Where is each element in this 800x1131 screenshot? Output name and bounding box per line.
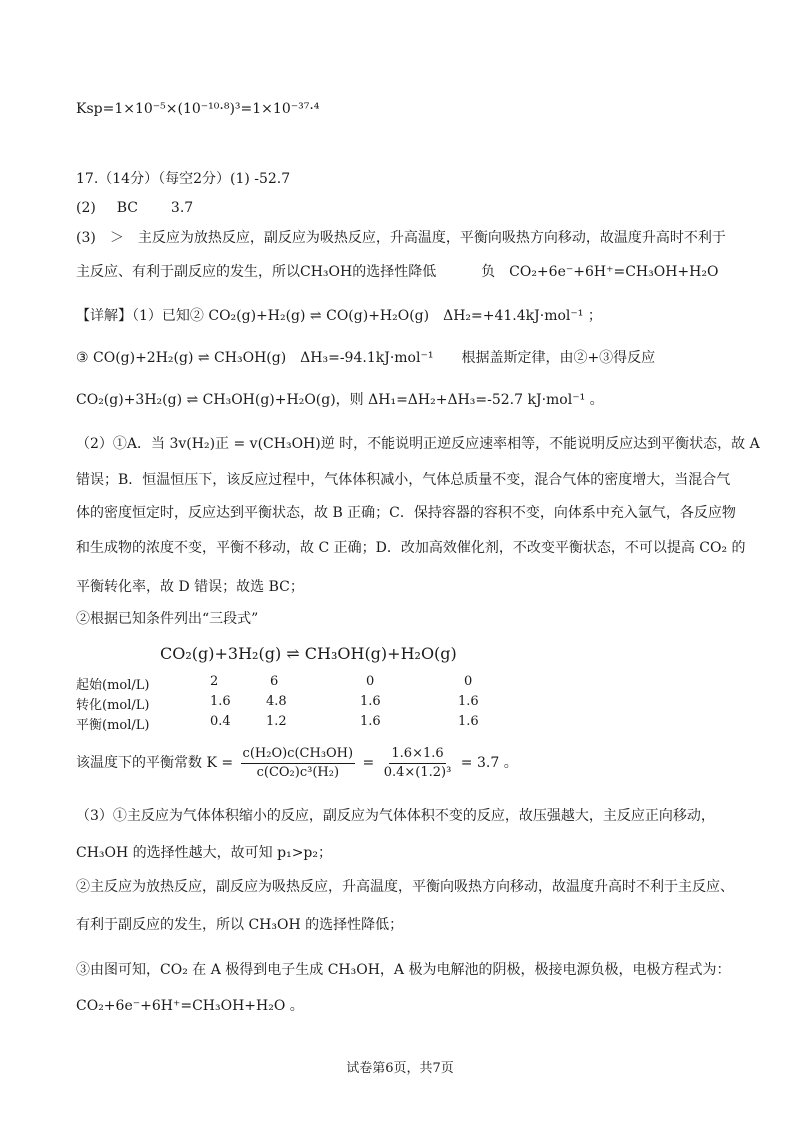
k-value-numerator: 1.6×1.6 [389, 746, 445, 764]
p3-line5: ③由图可知，CO₂ 在 A 极得到电子生成 CH₃OH，A 极为电解池的阴极，极接电源负极，电极方程式为： [76, 962, 731, 978]
part3-line2-electrode: 负 CO₂+6e⁻+6H⁺=CH₃OH+H₂O [481, 264, 719, 280]
detail-line3: CO₂(g)+3H₂(g) ⇌ CH₃OH(g)+H₂O(g)，则 ΔH₁=ΔH₂+ΔH₃=-52.7 kJ·mol⁻¹ 。 [76, 392, 604, 408]
three-stage-equation: CO₂(g)+3H₂(g) ⇌ CH₃OH(g)+H₂O(g) [160, 644, 457, 663]
q17-header: 17.（14分）（每空2分）(1) -52.7 [76, 171, 291, 187]
row-value: 2 [210, 674, 219, 689]
p3-line4: 有利于副反应的发生，所以 CH₃OH 的选择性降低； [76, 917, 404, 933]
row-value: 6 [270, 674, 279, 689]
row-value: 1.2 [266, 714, 287, 729]
detail-line2: ③ CO(g)+2H₂(g) ⇌ CH₃OH(g) ΔH₃=-94.1kJ·mol⁻¹ 根据盖斯定律，由②+③得反应 [76, 350, 656, 366]
part2-answer1: BC [116, 200, 139, 216]
row-value: 0 [366, 674, 375, 689]
q17-part2 [76, 200, 193, 217]
row-value: 1.6 [458, 714, 479, 729]
row-value: 0.4 [210, 714, 231, 729]
p2-line4: 和生成物的浓度不变，平衡不移动，故 C 正确；D．改加高效催化剂，不改变平衡状态，不可以提高 CO₂ 的 [76, 540, 746, 556]
part3-line2-text: 主反应、有利于副反应的发生，所以CH₃OH的选择性降低 [76, 264, 437, 280]
part2-label: (2) [76, 200, 96, 216]
k-value-denominator: 0.4×(1.2)³ [383, 764, 452, 780]
k-numerator: c(H₂O)c(CH₃OH) [241, 746, 356, 764]
row-label: 起始(mol/L) [76, 678, 150, 693]
part2-answer2: 3.7 [170, 200, 194, 216]
p3-line3: ②主反应为放热反应，副反应为吸热反应，升高温度，平衡向吸热方向移动，故温度升高时不利于主反应、 [76, 879, 734, 895]
row-value: 1.6 [360, 714, 381, 729]
row-value: 1.6 [458, 694, 479, 709]
detail-line1: 【详解】（1）已知② CO₂(g)+H₂(g) ⇌ CO(g)+H₂O(g) ΔH₂=+41.4kJ·mol⁻¹ ； [76, 308, 602, 324]
p2-line3: 体的密度恒定时，反应达到平衡状态，故 B 正确；C．保持容器的容积不变，向体系中充入氩气，各反应物 [76, 505, 736, 521]
p2-line5: 平衡转化率，故 D 错误；故选 BC； [76, 579, 304, 595]
equilibrium-constant: 该温度下的平衡常数 K = $\frac{\text{c(H₂O)c(CH₃OH)}}{\text{c(CO₂)c³(H₂)}}$ = $\frac{1.6\times 1.6}{\text{0.4×(1.2)³}}$ = 3.7 。 [76, 746, 518, 780]
row-value: 1.6 [360, 694, 381, 709]
p2-line2: 错误；B．恒温恒压下，该反应过程中，气体体积减小，气体总质量不变，混合气体的密度增大，当混合气 [76, 472, 731, 488]
k-denominator: c(CO₂)c³(H₂) [256, 764, 340, 780]
p3-line1: （3）①主反应为气体体积缩小的反应，副反应为气体体积不变的反应，故压强越大，主反应正向移动， [76, 808, 715, 824]
row-label: 转化(mol/L) [76, 698, 150, 713]
p2-line1: （2）①A．当 3v(H₂)正 = v(CH₃OH)逆 时，不能说明正逆反应速率相等，不能说明反应达到平衡状态，故 A [76, 436, 760, 452]
k-fraction [241, 746, 356, 780]
p2-line6: ②根据已知条件列出“三段式” [76, 611, 259, 627]
k-prefix: 该温度下的平衡常数 K = [76, 755, 234, 772]
k-result: = 3.7 。 [460, 755, 518, 772]
page-footer: 试卷第6页，共7页 [346, 1061, 454, 1076]
q17-part3-line1: (3) ＞ 主反应为放热反应，副反应为吸热反应，升高温度，平衡向吸热方向移动，故温度升高时不利于 [76, 230, 726, 246]
p3-line6: CO₂+6e⁻+6H⁺=CH₃OH+H₂O 。 [76, 998, 304, 1014]
p3-line2: CH₃OH 的选择性越大，故可知 p₁>p₂； [76, 845, 332, 861]
k-value-fraction [382, 746, 454, 780]
q17-part3-line2 [76, 264, 718, 281]
ksp-line: Ksp=1×10⁻⁵×(10⁻¹⁰·⁸)³=1×10⁻³⁷·⁴ [76, 101, 320, 117]
row-value: 0 [464, 674, 473, 689]
row-value: 4.8 [266, 694, 287, 709]
row-value: 1.6 [210, 694, 231, 709]
row-label: 平衡(mol/L) [76, 718, 150, 733]
